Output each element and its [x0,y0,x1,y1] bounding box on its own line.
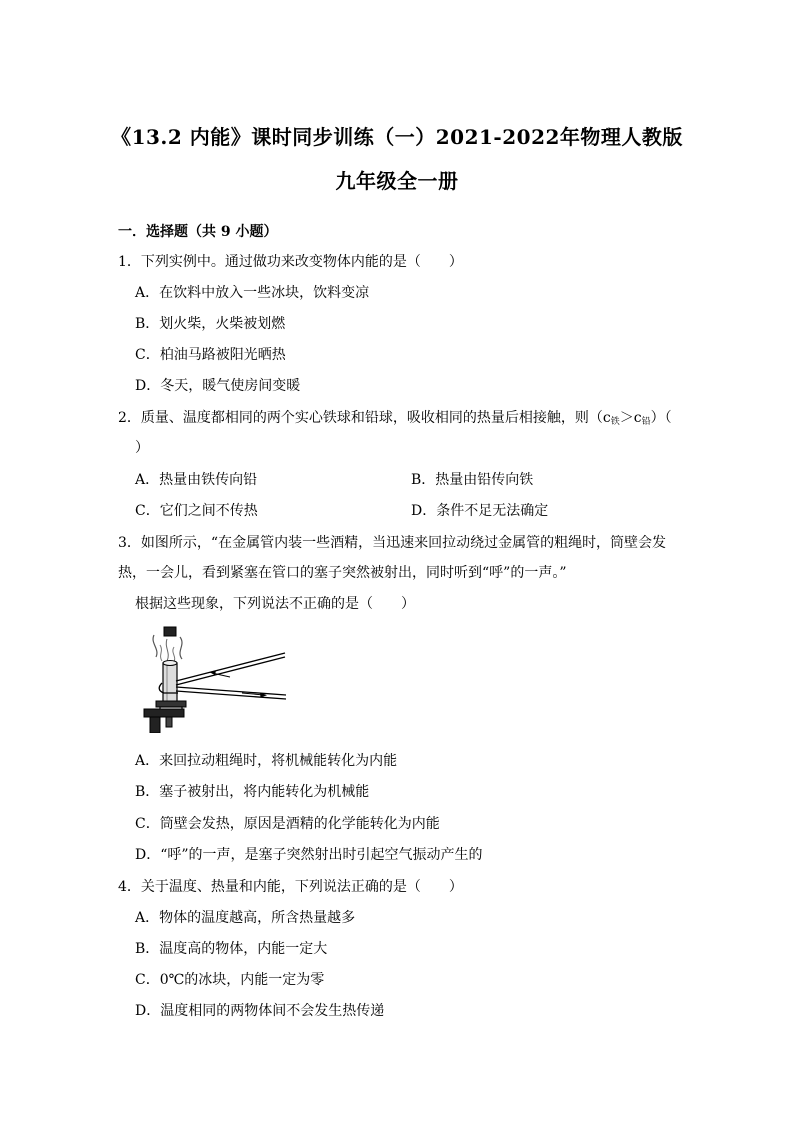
lead-subscript: 铅 [641,417,651,427]
question-2-option-d: D．条件不足无法确定 [411,503,549,519]
question-4-option-b: B．温度高的物体，内能一定大 [135,941,328,957]
metal-tube-rope-figure [140,623,288,733]
question-1-stem: 1．下列实例中。通过做功来改变物体内能的是（ ） [118,254,463,270]
question-2-option-a: A．热量由铁传向铅 [135,472,258,488]
question-1-option-b: B．划火柴，火柴被划燃 [135,316,286,332]
question-3-option-c: C．筒壁会发热，原因是酒精的化学能转化为内能 [135,816,440,832]
question-4-stem: 4．关于温度、热量和内能，下列说法正确的是（ ） [118,879,463,895]
document-title-line1: 《13.2 内能》课时同步训练（一）2021-2022年物理人教版 [111,125,683,149]
question-2-stem [118,409,672,431]
greater-than-c: ＞c [619,410,642,426]
question-3-option-d: D．“呼”的一声，是塞子突然射出时引起空气振动产生的 [135,847,483,863]
question-1-option-d: D．冬天，暖气使房间变暖 [135,378,301,394]
question-1-option-c: C．柏油马路被阳光晒热 [135,347,286,363]
iron-subscript: 铁 [610,417,620,427]
question-2-stem-text: 2．质量、温度都相同的两个实心铁球和铅球，吸收相同的热量后相接触，则（c [118,410,611,426]
question-3-option-a: A．来回拉动粗绳时，将机械能转化为内能 [135,753,398,769]
question-2-stem-line2: ） [135,440,149,456]
question-1-option-a: A．在饮料中放入一些冰块，饮料变凉 [135,285,370,301]
question-4-option-a: A．物体的温度越高，所含热量越多 [135,910,356,926]
question-2-stem-end: ）（ [650,410,672,426]
question-4-option-d: D．温度相同的两物体间不会发生热传递 [135,1003,385,1019]
question-2-option-c: C．它们之间不传热 [135,503,258,519]
question-3-stem-line1: 3．如图所示，“在金属管内装一些酒精，当迅速来回拉动绕过金属管的粗绳时，筒壁会发 [118,535,667,551]
question-3-option-b: B．塞子被射出，将内能转化为机械能 [135,784,370,800]
question-2-option-b: B．热量由铅传向铁 [411,472,534,488]
section-heading: 一．选择题（共 9 小题） [118,224,278,240]
question-4-option-c: C．0℃的冰块，内能一定为零 [135,972,325,988]
question-3-stem-line2: 热，一会儿，看到紧塞在管口的塞子突然被射出，同时听到“呼”的一声。” [118,565,567,581]
question-3-stem-line3: 根据这些现象，下列说法不正确的是（ ） [135,596,415,612]
document-title-line2: 九年级全一册 [335,169,459,193]
